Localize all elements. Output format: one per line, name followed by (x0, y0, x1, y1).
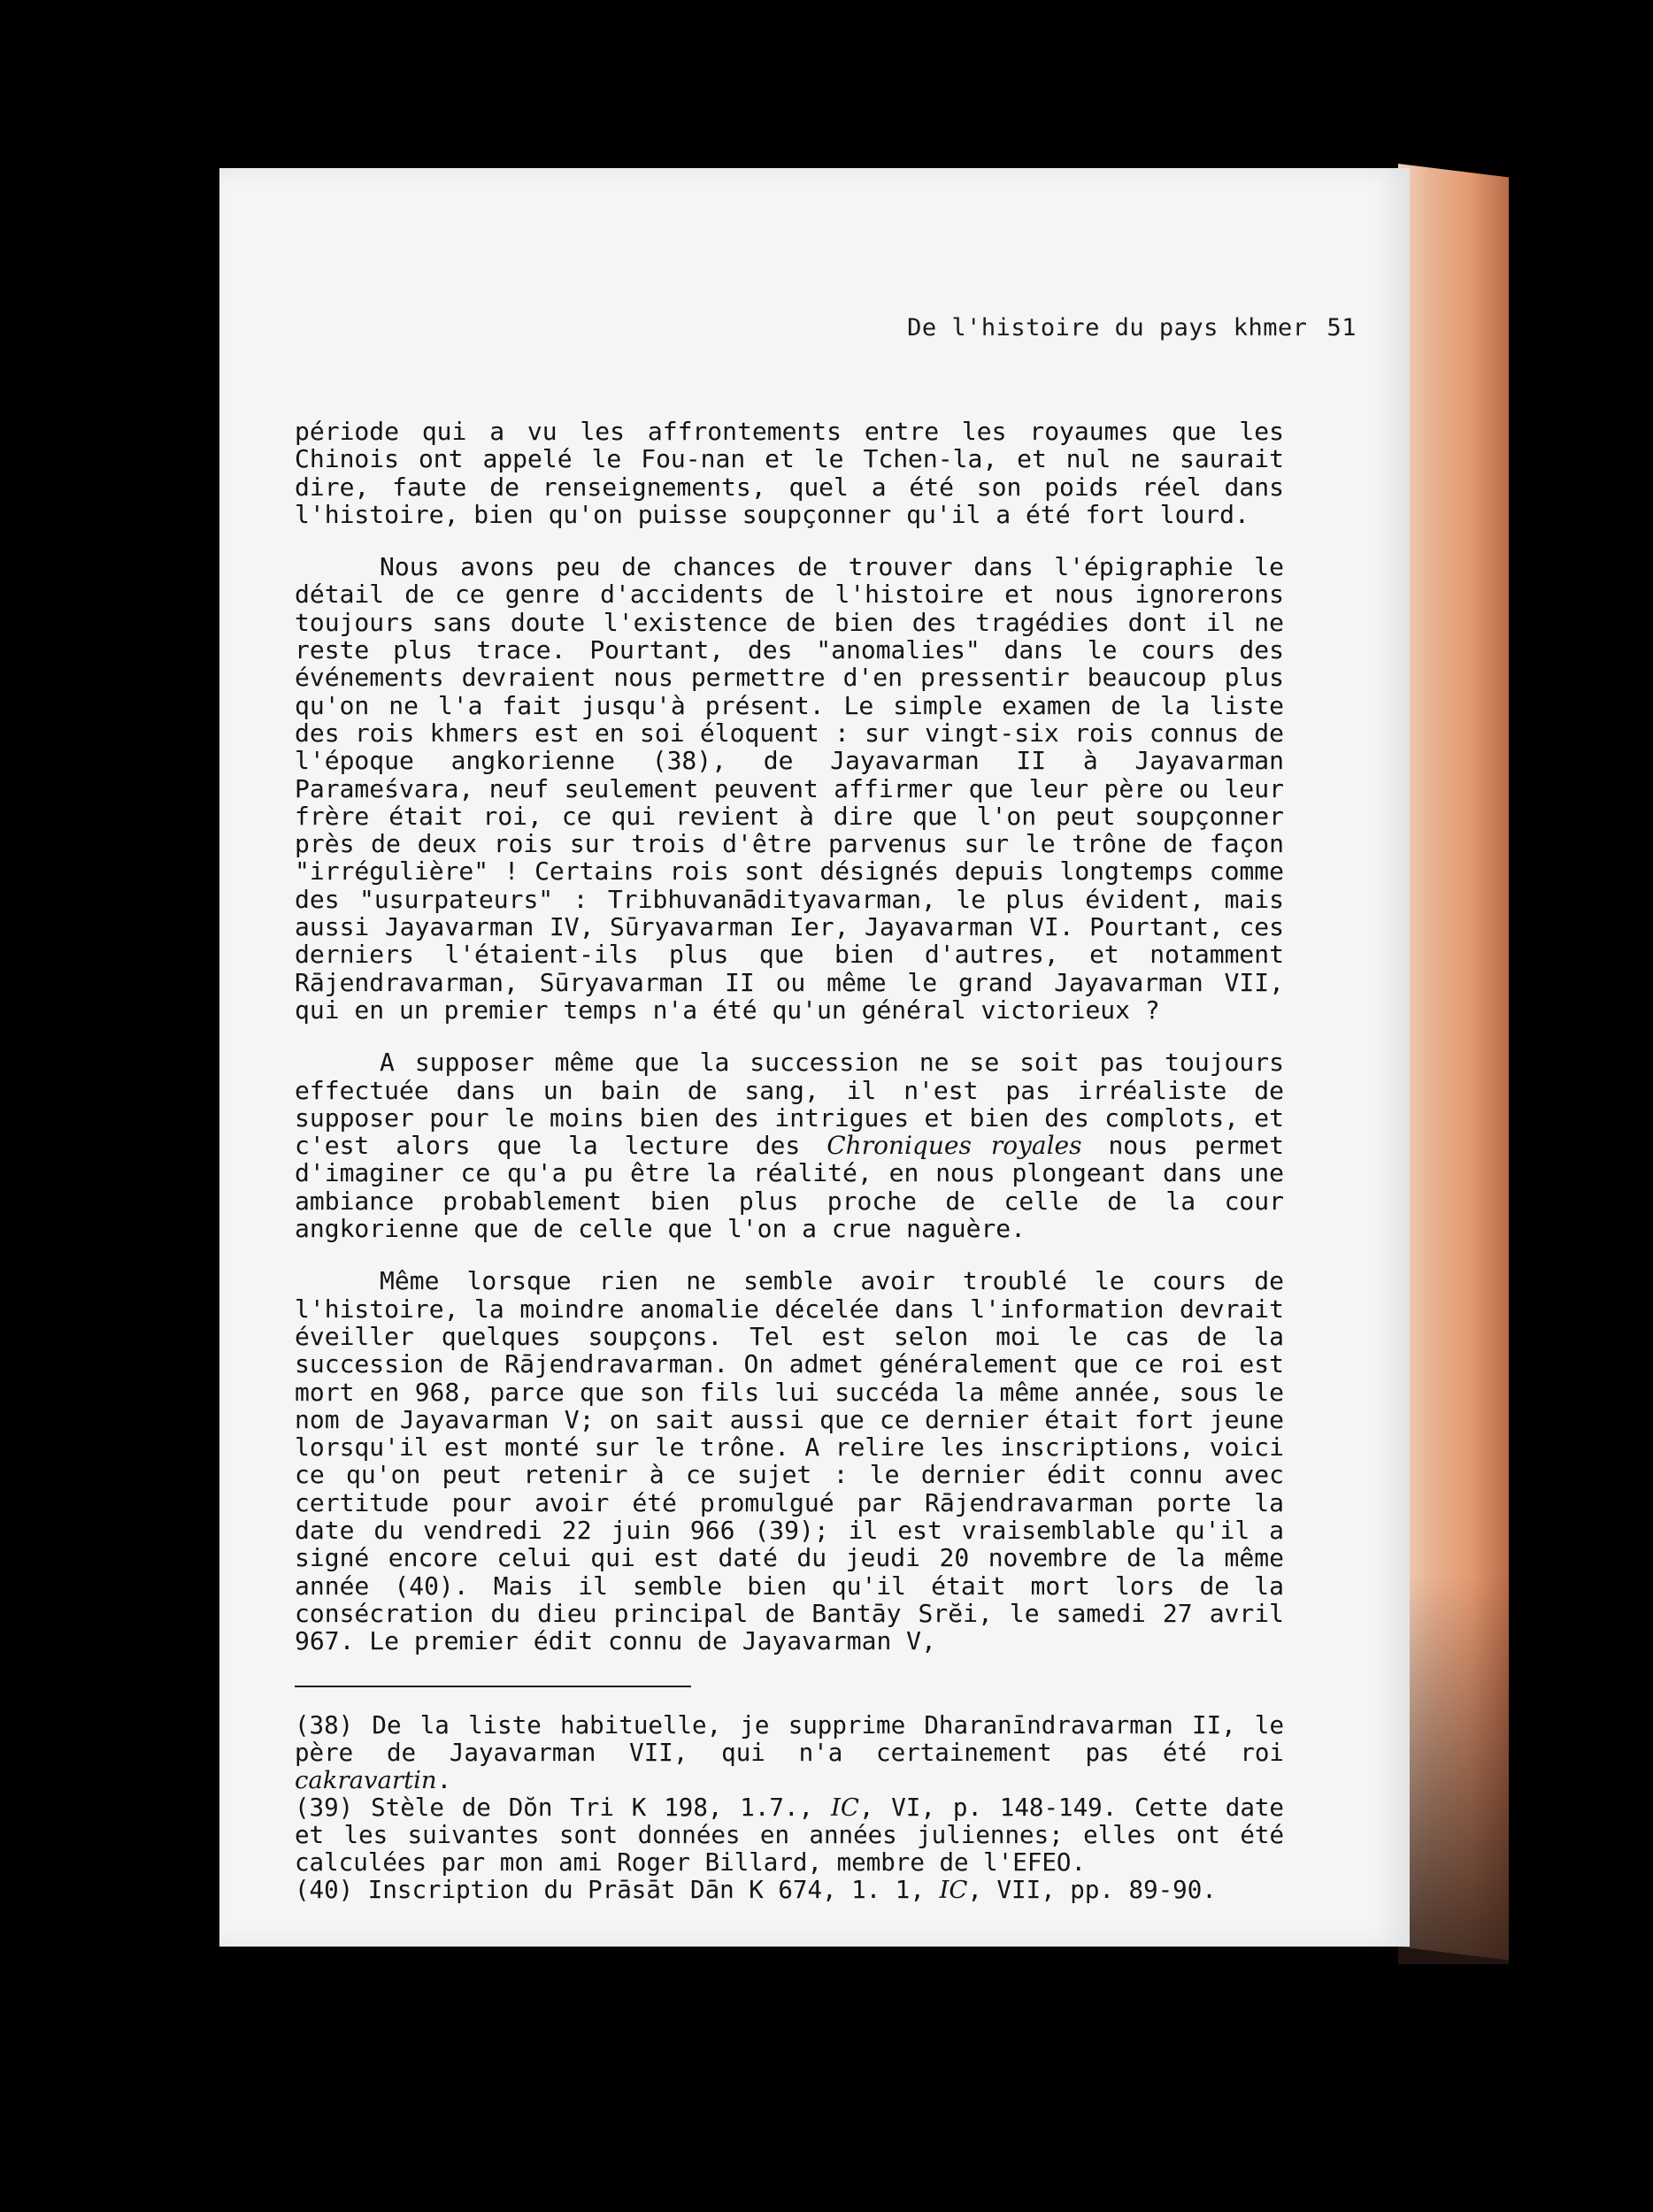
book-page (219, 168, 1410, 1947)
page-number: 51 (1326, 314, 1357, 342)
italic-text: IC (939, 1876, 968, 1904)
paragraph: A supposer même que la succession ne se soit pas toujours effectuée dans un bain de sang, il n'est pas irréaliste de supposer pour le moins bien des intrigues et bien des complots, et c'est alors que la lecture des Chroniques royales nous permet d'imaginer ce qu'a pu être la réalité, en nous plongeant dans une ambiance probablement bien plus proche de celle de la cour angkorienne que de celle que l'on a crue naguère. (295, 1048, 1284, 1244)
paragraph: Même lorsque rien ne semble avoir troublé le cours de l'histoire, la moindre anomalie décelée dans l'information devrait éveiller quelques soupçons. Tel est selon moi le cas de la succession de Rājendravarman. On admet généralement que ce roi est mort en 968, parce que son fils lui succéda la même année, sous le nom de Jayavarman V; on sait aussi que ce dernier était fort jeune lorsqu'il est monté sur le trône. A relire les inscriptions, voici ce qu'on peut retenir à ce sujet : le dernier édit connu avec certitude pour avoir été promulgué par Rājendravarman porte la date du vendredi 22 juin 966 (39); il est vraisemblable qu'il a signé encore celui qui est daté du jeudi 20 novembre de la même année (40). Mais il semble bien qu'il était mort lors de la consécration du dieu principal de Bantāy Srĕi, le samedi 27 avril 967. Le premier édit connu de Jayavarman V, (295, 1266, 1284, 1656)
italic-text: IC (830, 1793, 859, 1822)
italic-text: Chroniques royales (826, 1131, 1082, 1161)
paragraph: Nous avons peu de chances de trouver dans l'épigraphie le détail de ce genre d'accidents de l'histoire et nous ignorerons toujours sans doute l'existence de bien des tragédies dont il ne reste plus trace. Pourtant, des "anomalies" dans le cours des événements devraient nous permettre d'en pressentir beaucoup plus qu'on ne l'a fait jusqu'à présent. Le simple examen de la liste des rois khmers est en soi éloquent : sur vingt-six rois connus de l'époque angkorienne (38), de Jayavarman II à Jayavarman Parameśvara, neuf seulement peuvent affirmer que leur père ou leur frère était roi, ce qui revient à dire que l'on peut soupçonner près de deux rois sur trois d'être parvenus sur le trône de façon "irrégulière" ! Certains rois sont désignés depuis longtemps comme des "usurpateurs" : Tribhuvanādityavarman, le plus évident, mais aussi Jayavarman IV, Sūryavarman Ier, Jayavarman VI. Pourtant, ces derniers l'étaient-ils plus que bien d'autres, et notamment Rājendravarman, Sūryavarman II ou même le grand Jayavarman VII, qui en un premier temps n'a été qu'un général victorieux ? (295, 552, 1284, 1025)
footnote: (38) De la liste habituelle, je supprime Dharanīndravarman II, le père de Jayavarman VII, qui n'a certainement pas été roi cakravartin. (295, 1711, 1284, 1794)
running-header (808, 314, 1357, 342)
italic-text: cakravartin (295, 1766, 437, 1794)
paragraph: période qui a vu les affrontements entre les royaumes que les Chinois ont appelé le Fou-nan et le Tchen-la, et nul ne saurait dire, faute de renseignements, quel a été son poids réel dans l'histoire, bien qu'on puisse soupçonner qu'il a été fort lourd. (295, 417, 1284, 529)
running-header-title: De l'histoire du pays khmer (907, 314, 1308, 342)
footnote: (40) Inscription du Prāsāt Dān K 674, 1. 1, IC, VII, pp. 89-90. (295, 1876, 1217, 1904)
main-text (295, 418, 1284, 1655)
footnote-separator (295, 1686, 691, 1687)
book-edge-shadow (1398, 1575, 1509, 1964)
footnote: (39) Stèle de Dŏn Tri K 198, 1.7., IC, VI, p. 148-149. Cette date et les suivantes sont données en années juliennes; elles ont été calculées par mon ami Roger Billard, membre de l'EFEO. (295, 1793, 1284, 1877)
footnotes (295, 1712, 1284, 1904)
